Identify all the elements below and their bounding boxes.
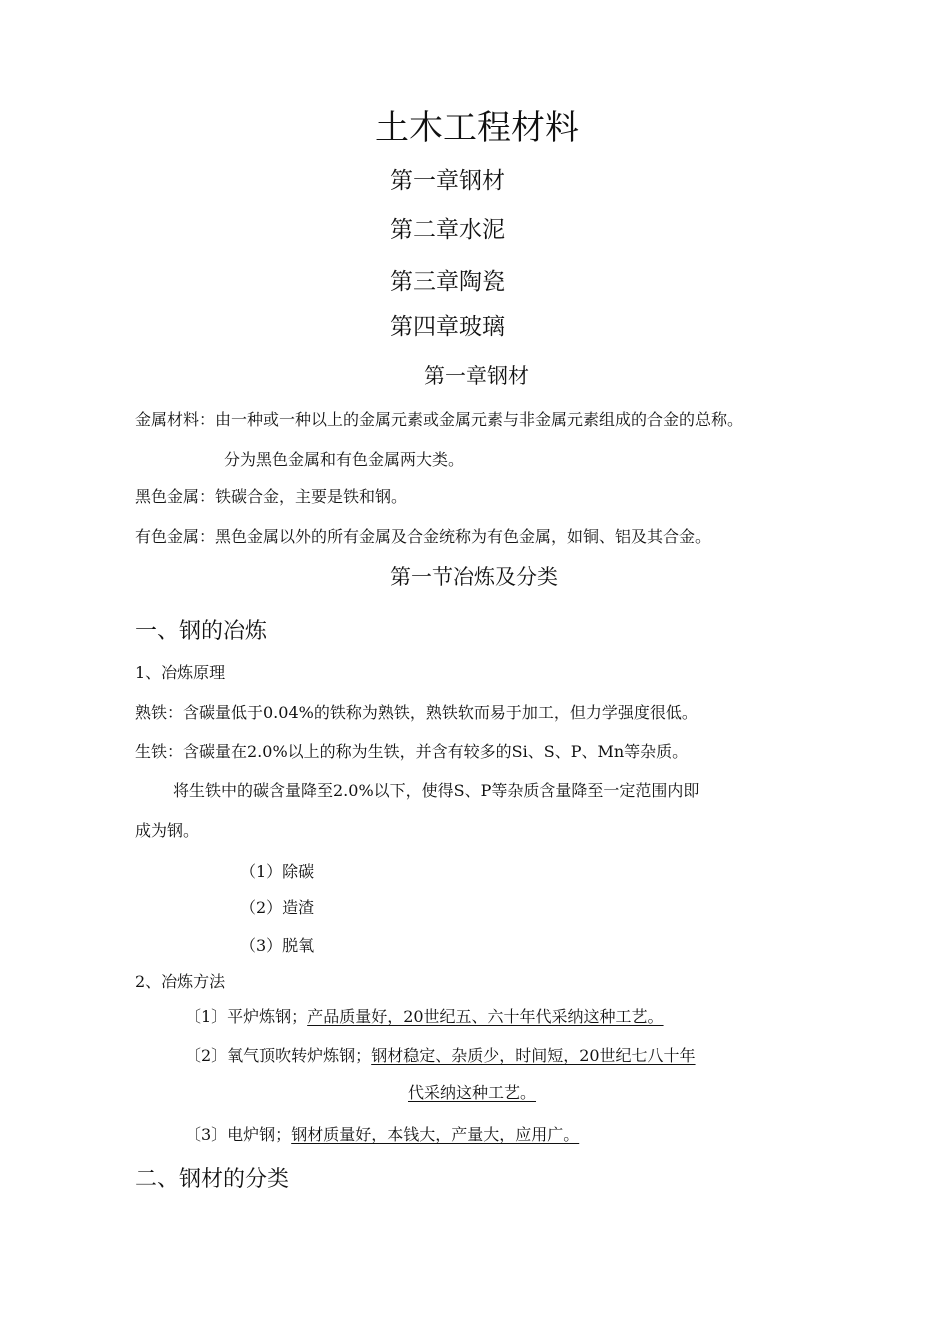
pig-iron-text: 生铁：含碳量在2.0%以上的称为生铁，并含有较多的Si、S、P、Mn等杂质。 [135,742,689,761]
section-heading: 第一节冶炼及分类 [390,565,558,589]
step-item-3: （3）脱氧 [240,936,315,955]
nonferrous-definition: 有色金属：黑色金属以外的所有金属及合金统称为有色金属，如铜、铝及其合金。 [135,527,712,546]
method-label: 〔1〕平炉炼钢； [185,1007,308,1026]
steel-text-line2: 成为钢。 [135,821,200,840]
method-item-2 [185,1046,696,1065]
part2-heading: 二、钢材的分类 [135,1167,290,1192]
part1-sub2: 2、冶炼方法 [135,972,226,991]
method-item-2-cont: 代采纳这种工艺。 [408,1083,537,1102]
part1-heading: 一、钢的冶炼 [135,619,268,644]
method-label: 〔2〕氧气顶吹转炉炼钢； [185,1046,372,1065]
toc-item-3: 第三章陶瓷 [390,269,505,295]
part1-sub1: 1、冶炼原理 [135,663,226,682]
metal-label: 金属材料： [135,410,216,429]
step-item-2: （2）造渣 [240,898,315,917]
chapter-heading: 第一章钢材 [424,364,529,388]
metal-definition-cont: 分为黑色金属和有色金属两大类。 [224,450,465,469]
toc-item-2: 第二章水泥 [390,217,505,243]
method-item-1 [185,1007,664,1026]
wrought-iron-text: 熟铁：含碳量低于0.04%的铁称为熟铁，熟铁软而易于加工，但力学强度很低。 [135,703,698,722]
ferrous-definition: 黑色金属：铁碳合金，主要是铁和钢。 [135,487,408,506]
method-item-3 [185,1125,579,1144]
metal-definition [135,410,743,429]
toc-item-4: 第四章玻璃 [390,314,505,340]
method-description: 钢材稳定、杂质少，时间短，20世纪七八十年 [371,1046,696,1065]
metal-text: 由一种或一种以上的金属元素或金属元素与非金属元素组成的合金的总称。 [215,410,744,429]
step-item-1: （1）除碳 [240,862,315,881]
method-description: 钢材质量好，本钱大，产量大，应用广。 [291,1125,580,1144]
method-description: 产品质量好，20世纪五、六十年代采纳这种工艺。 [307,1007,664,1026]
method-label: 〔3〕电炉钢； [185,1125,292,1144]
steel-text-line1: 将生铁中的碳含量降至2.0%以下，使得S、P等杂质含量降至一定范围内即 [173,781,700,800]
document-title: 土木工程材料 [375,108,579,148]
toc-item-1: 第一章钢材 [390,168,505,194]
